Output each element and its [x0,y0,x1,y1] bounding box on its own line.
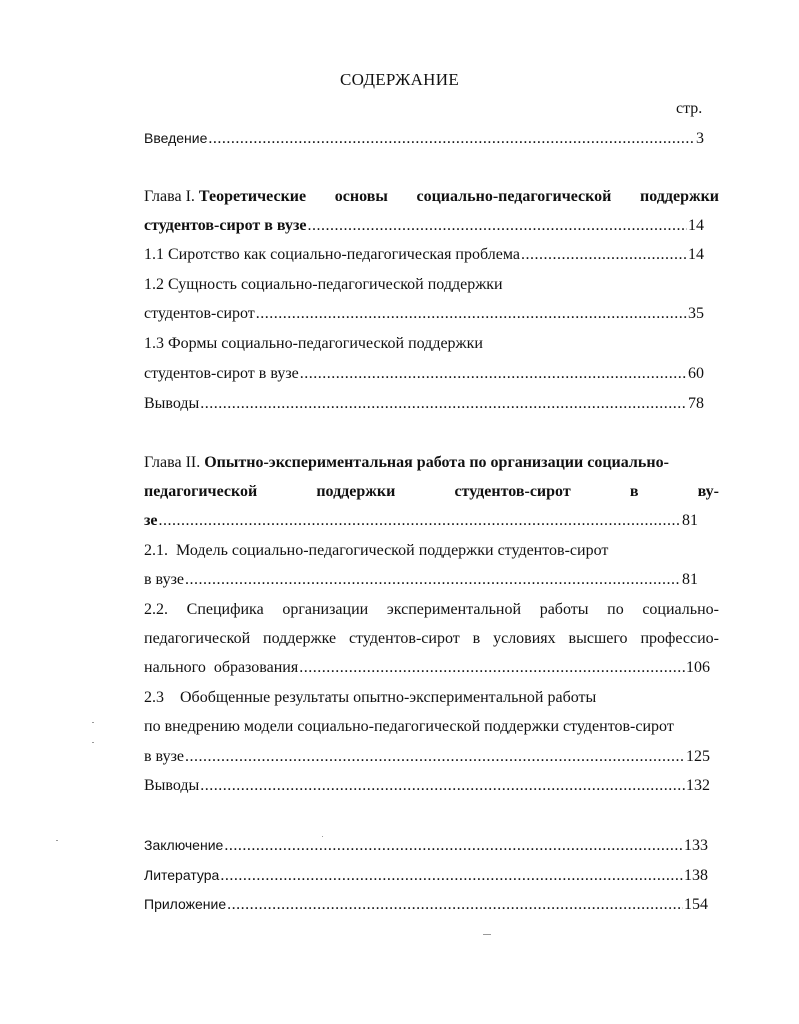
chapter-1-word: основы [334,188,388,205]
section-number: 2.1. [144,542,168,559]
dot-leader [185,747,685,767]
chapter-1-title-cont: студентов-сирот в вузе [144,217,307,234]
toc-entry-intro[interactable] [144,128,704,148]
toc-entry-2-2-line2 [144,629,719,649]
toc-entry-1-2[interactable] [144,304,704,324]
word: организации [282,601,369,618]
toc-page: 3 [696,130,704,147]
dot-leader [521,245,687,265]
dot-leader [256,304,687,324]
toc-label: в вузе [144,571,184,588]
toc-page: 35 [688,305,704,322]
word: студентов-сирот [348,630,460,647]
toc-entry-1-3-line1[interactable]: 1.3 Формы социально-педагогической поддержки [144,335,483,352]
section-title: Обобщенные результаты опытно-экспериментальной работы [180,689,597,706]
chapter-1-word: социально-педагогической [416,188,612,205]
toc-entry-ch2-conclusions[interactable] [144,776,710,796]
chapter-1-word: Теоретические [198,188,307,205]
chapter-2-prefix: Глава II. [144,454,201,471]
chapter-2-title: Опытно-экспериментальная работа по организации социально- [204,454,669,471]
word: 2.2. [144,601,168,618]
dot-leader [227,895,683,915]
chapter-1-heading[interactable] [144,187,719,207]
toc-entry-conclusion[interactable] [144,835,708,855]
toc-entry-2-2[interactable] [144,658,710,678]
dot-leader [159,511,681,531]
word: педагогической [144,630,251,647]
chapter-2-word: студентов-сирот [454,483,571,500]
toc-label: Выводы [144,777,200,794]
toc-entry-ch1-conclusions[interactable] [144,394,704,414]
chapter-2-word: педагогической [144,483,258,500]
section-number: 2.3 [144,689,164,706]
toc-label: Выводы [144,395,200,412]
dot-leader [200,394,687,414]
dot-leader [299,658,685,678]
dot-leader [224,836,683,856]
toc-label: Литература [144,867,220,883]
toc-page: 60 [688,365,704,382]
toc-label: Введение [144,130,208,146]
toc-label: студентов-сирот в вузе [144,365,299,382]
dot-leader [308,216,687,236]
toc-page: 125 [686,748,710,765]
word: в [472,630,481,647]
toc-entry-chapter-2[interactable] [144,511,698,531]
toc-label: Заключение [144,837,224,853]
page-column-label: стр. [676,100,703,117]
toc-label: в вузе [144,748,184,765]
word: по [607,601,624,618]
toc-label: нального образования [144,659,299,676]
word: поддержке [263,630,337,647]
toc-entry-2-1[interactable] [144,570,698,590]
dot-leader [220,866,683,886]
toc-page: 14 [688,217,704,234]
chapter-2-heading[interactable] [144,453,719,473]
toc-page: 81 [682,571,698,588]
toc-entry-1-2-line1[interactable]: 1.2 Сущность социально-педагогической поддержки [144,276,503,293]
toc-page: 106 [686,659,710,676]
toc-entry-appendix[interactable] [144,894,708,914]
toc-page: 78 [688,395,704,412]
toc-page: 81 [682,512,698,529]
word: профессио- [640,630,719,647]
toc-page: 14 [688,246,704,263]
chapter-1-prefix: Глава I. [144,188,195,205]
toc-entry-2-1-line1[interactable] [144,541,719,561]
word: условиях [493,630,556,647]
toc-entry-2-3-line2: по внедрению модели социально-педагогической поддержки студентов-сирот [144,718,674,735]
dot-leader [300,364,687,384]
toc-entry-2-3-line1[interactable] [144,688,719,708]
word: высшего [568,630,628,647]
toc-entry-1-1[interactable] [144,245,704,265]
section-title: Модель социально-педагогической поддержки студентов-сирот [176,542,609,559]
word: Специфика [186,601,264,618]
toc-entry-2-2-line1[interactable] [144,600,719,620]
chapter-2-title-cont: зе [144,512,158,529]
dot-leader [200,776,685,796]
chapter-2-heading-line2 [144,482,719,502]
page-title: СОДЕРЖАНИЕ [339,70,460,89]
word: экспериментальной [386,601,522,618]
toc-label: Приложение [144,896,227,912]
chapter-1-word: поддержки [640,188,719,205]
chapter-2-word: ву- [697,483,719,500]
dot-leader [208,129,695,149]
word: работы [539,601,589,618]
word: социально- [642,601,719,618]
toc-page: 138 [684,867,708,884]
dot-leader [185,570,681,590]
toc-page: 132 [686,777,710,794]
toc-page: 133 [684,837,708,854]
toc-entry-1-3[interactable] [144,364,704,384]
chapter-2-word: в [629,483,639,500]
toc-entry-chapter-1[interactable] [144,216,704,236]
toc-entry-2-3[interactable] [144,747,710,767]
chapter-2-word: поддержки [316,483,396,500]
toc-entry-literature[interactable] [144,865,708,885]
toc-page: 154 [684,896,708,913]
toc-label: 1.1 Сиротство как социально-педагогическая проблема [144,246,520,263]
toc-label: студентов-сирот [144,305,255,322]
